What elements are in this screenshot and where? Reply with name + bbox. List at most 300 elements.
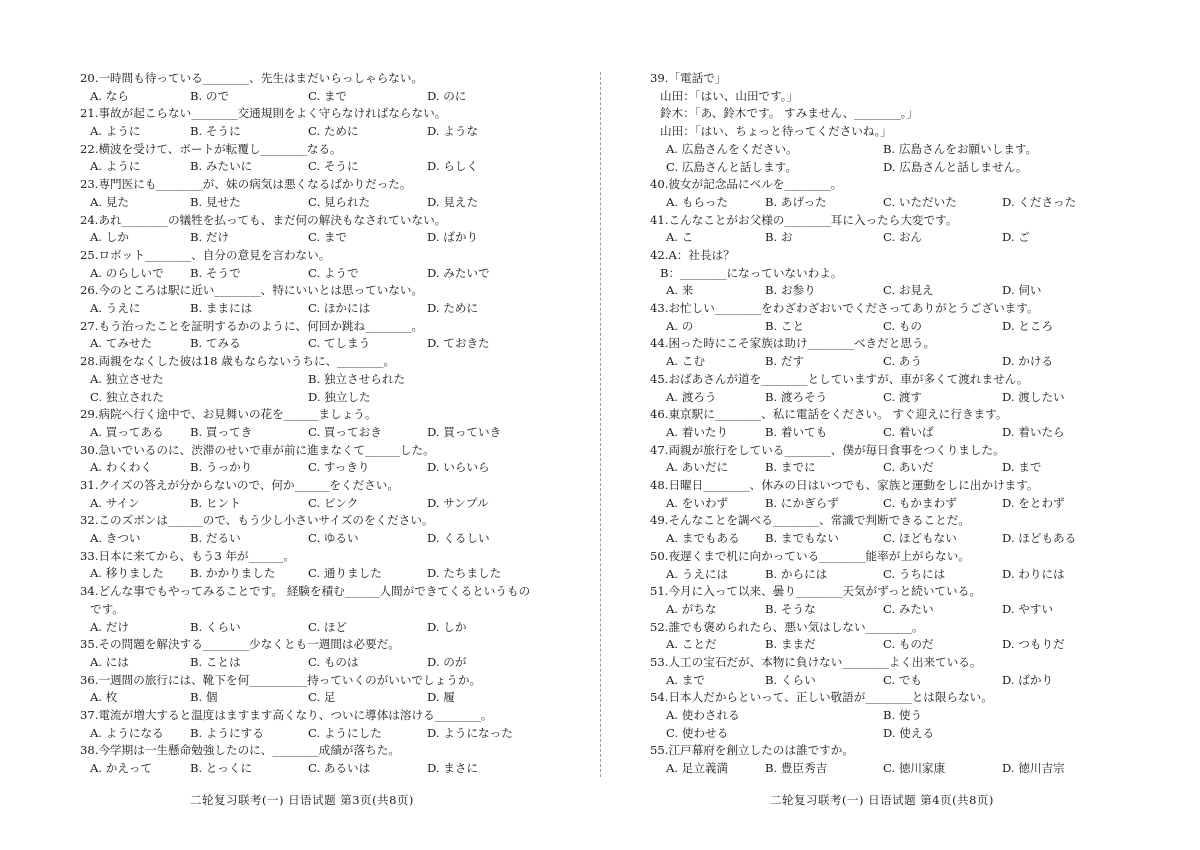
- answer-option: A. かえって: [90, 761, 153, 776]
- question-stem: [650, 512, 1100, 530]
- options-row: [80, 565, 550, 583]
- question-text: そんなことを調べる________、常識で判断できることだ。: [668, 513, 970, 528]
- question-text: こんなことがお父様の________耳に入ったら大変です。: [668, 212, 958, 227]
- options-row: [80, 158, 550, 176]
- options-row: [650, 530, 1100, 548]
- options-row: [650, 229, 1100, 247]
- question-number: 33.: [80, 548, 99, 563]
- answer-option: B. だるい: [190, 531, 241, 546]
- question-stem: [80, 141, 550, 159]
- options-row: [80, 424, 550, 442]
- question-item: [80, 583, 550, 636]
- answer-option: D. 履: [427, 690, 455, 705]
- question-stem: [80, 353, 550, 371]
- question-text: 事故が起こらない________交通規則をよく守らなければならない。: [98, 106, 447, 121]
- question-item: [650, 442, 1100, 477]
- question-text-continued: です。: [90, 601, 124, 616]
- options-row: [80, 371, 550, 389]
- answer-option: C. おん: [883, 230, 923, 245]
- question-item: [80, 512, 550, 547]
- question-text: 日本人だからといって、正しい敬語が________とは限らない。: [668, 690, 993, 705]
- question-item: [650, 619, 1100, 654]
- answer-option: A. 買ってある: [90, 424, 164, 439]
- question-stem: [80, 707, 550, 725]
- question-stem: [650, 583, 1100, 601]
- question-text: 今学期は一生懸命勉強したのに、________成績が落ちた。: [98, 743, 400, 758]
- options-row: [80, 459, 550, 477]
- question-text: お忙しい________をわざわざおいでくださってありがとうございます。: [668, 301, 1039, 316]
- answer-option: C. 徳川家康: [883, 761, 946, 776]
- question-stem: [80, 548, 550, 566]
- question-text: ロボット________、自分の意見を言わない。: [98, 247, 331, 262]
- answer-option: C. 独立された: [90, 389, 164, 404]
- answer-option: B. とっくに: [190, 761, 253, 776]
- answer-option: D. まで: [1002, 460, 1042, 475]
- question-stem: [80, 477, 550, 495]
- answer-option: A. 広島さんをください。: [666, 141, 798, 156]
- answer-option: A. 着いたり: [666, 424, 729, 439]
- question-stem: [650, 689, 1100, 707]
- question-stem: [650, 477, 1100, 495]
- answer-option: B. ヒント: [190, 495, 241, 510]
- question-stem: [650, 406, 1100, 424]
- question-item: [80, 548, 550, 583]
- answer-option: A. だけ: [90, 619, 129, 634]
- question-stem: [650, 442, 1100, 460]
- question-number: 52.: [650, 619, 669, 634]
- answer-option: A. 見た: [90, 194, 129, 209]
- answer-option: D. 使える: [883, 725, 935, 740]
- question-number: 47.: [650, 442, 669, 457]
- question-text: 一週間の旅行には、靴下を何__________持っていくのがいいでしょうか。: [98, 672, 482, 687]
- question-stem: [650, 619, 1100, 637]
- answer-option: A. わくわく: [90, 460, 153, 475]
- answer-option: B. てみる: [190, 336, 241, 351]
- dialogue-line: 山田：「はい、ちょっと待ってくださいね。」: [660, 124, 892, 139]
- answer-option: C. ピンク: [308, 495, 359, 510]
- answer-option: A. 来: [666, 283, 694, 298]
- options-row: [650, 194, 1100, 212]
- answer-option: B. ことは: [190, 654, 241, 669]
- answer-option: C. 買っておき: [308, 424, 382, 439]
- question-item: [650, 300, 1100, 335]
- question-number: 43.: [650, 301, 669, 316]
- answer-option: B. 個: [190, 690, 218, 705]
- page-footer-left: 二轮复习联考(一) 日语试题 第3页(共8页): [190, 793, 414, 807]
- answer-option: B. そうに: [190, 124, 241, 139]
- options-row: [80, 725, 550, 743]
- options-row: [80, 194, 550, 212]
- question-item: [80, 282, 550, 317]
- question-item: [80, 247, 550, 282]
- answer-option: A. 使わされる: [666, 708, 740, 723]
- column-divider: [600, 72, 601, 777]
- question-text: 今月に入って以来、曇り________天気がずっと続いている。: [668, 584, 981, 599]
- question-number: 42.: [650, 247, 669, 262]
- answer-option: D. たちました: [427, 566, 502, 581]
- question-item: [650, 335, 1100, 370]
- answer-option: B. 使う: [883, 708, 923, 723]
- answer-option: B. かかりました: [190, 566, 276, 581]
- question-item: [650, 212, 1100, 247]
- answer-option: D. 独立した: [308, 389, 371, 404]
- question-item: [80, 707, 550, 742]
- answer-option: D. わりには: [1002, 566, 1065, 581]
- answer-option: C. もかまわず: [883, 495, 957, 510]
- answer-option: A. 独立させた: [90, 371, 164, 386]
- answer-option: D. ばかり: [427, 230, 479, 245]
- answer-option: C. ようにした: [308, 725, 382, 740]
- question-stem: [80, 70, 550, 88]
- question-text: 彼女が記念品にベルを________。: [668, 177, 843, 192]
- question-item: [650, 477, 1100, 512]
- options-row: [650, 601, 1100, 619]
- question-text: 誰でも褒められたら、悪い気はしない________。: [668, 619, 924, 634]
- question-item: [650, 583, 1100, 618]
- options-row: [650, 353, 1100, 371]
- question-item: [650, 742, 1100, 777]
- answer-option: C. いただいた: [883, 194, 957, 209]
- question-text: 人工の宝石だが、本物に負けない________よく出来ている。: [668, 654, 982, 669]
- question-number: 28.: [80, 354, 99, 369]
- question-item: [650, 70, 1100, 176]
- answer-option: D. のが: [427, 654, 467, 669]
- question-number: 29.: [80, 407, 99, 422]
- question-text: 困った時にこそ家族は助け________べきだと思う。: [668, 336, 936, 351]
- answer-option: D. 着いたら: [1002, 424, 1065, 439]
- answer-option: C. ようで: [308, 265, 359, 280]
- question-text: 急いでいるのに、渋滞のせいで車が前に進まなくて______した。: [98, 442, 435, 457]
- answer-option: C. すっきり: [308, 460, 370, 475]
- answer-option: D. くるしい: [427, 531, 490, 546]
- question-stem: [80, 247, 550, 265]
- answer-option: B. ので: [190, 88, 230, 103]
- answer-option: C. 通りました: [308, 566, 382, 581]
- answer-option: A. まで: [666, 672, 705, 687]
- answer-option: C. お見え: [883, 283, 934, 298]
- options-row: [80, 265, 550, 283]
- answer-option: A. こむ: [666, 354, 705, 369]
- options-row: [80, 300, 550, 318]
- question-text: どんな事でもやってみることです。 経験を積む______人間ができてくるというもの: [98, 584, 531, 599]
- answer-option: B. お参り: [765, 283, 816, 298]
- options-row: [650, 141, 1100, 159]
- question-text: 横波を受けて、ボートが転覆し________なる。: [98, 141, 342, 156]
- options-row: [650, 760, 1100, 778]
- question-stem: [80, 176, 550, 194]
- answer-option: C. てしまう: [308, 336, 371, 351]
- answer-option: A. 足立義満: [666, 761, 729, 776]
- answer-option: D. 徳川吉宗: [1002, 761, 1065, 776]
- question-number: 50.: [650, 548, 669, 563]
- answer-option: D. サンプル: [427, 495, 489, 510]
- options-row: [650, 318, 1100, 336]
- question-text: 江戸幕府を創立したのは誰ですか。: [668, 743, 854, 758]
- question-text: その問題を解決する________少なくとも一週間は必要だ。: [98, 637, 400, 652]
- answer-option: A. きつい: [90, 531, 141, 546]
- answer-option: A. をいわず: [666, 495, 729, 510]
- answer-option: B. までに: [765, 460, 816, 475]
- question-number: 38.: [80, 743, 99, 758]
- question-number: 32.: [80, 513, 99, 528]
- dialogue-line: B：________になっていないわよ。: [660, 265, 843, 280]
- dialogue-line: 鈴木：「あ、鈴木です。 すみません、________。」: [660, 106, 919, 121]
- question-stem: [650, 742, 1100, 760]
- question-text: クイズの答えが分からないので、何か______をください。: [98, 477, 399, 492]
- question-number: 20.: [80, 71, 99, 85]
- answer-option: D. しか: [427, 619, 467, 634]
- question-stem: [650, 176, 1100, 194]
- answer-option: C. ほかには: [308, 301, 371, 316]
- answer-option: B. ままには: [190, 301, 253, 316]
- answer-option: B. あげった: [765, 194, 827, 209]
- question-item: [80, 105, 550, 140]
- question-number: 39.: [650, 71, 669, 85]
- answer-option: A. もらった: [666, 194, 729, 209]
- question-number: 51.: [650, 584, 669, 599]
- options-row: [80, 654, 550, 672]
- answer-option: B. うっかり: [190, 460, 253, 475]
- answer-option: B. お: [765, 230, 793, 245]
- dialogue-line: 山田：「はい、山田です。」: [660, 88, 799, 103]
- question-item: [80, 176, 550, 211]
- question-number: 53.: [650, 654, 669, 669]
- options-row: [80, 123, 550, 141]
- question-text: おばあさんが道を________としていますが、車が多くて渡れません。: [668, 371, 1029, 386]
- answer-option: B. 渡ろそう: [765, 389, 828, 404]
- question-number: 24.: [80, 212, 99, 227]
- question-item: [80, 406, 550, 441]
- question-stem: [650, 70, 1100, 88]
- answer-option: C. もの: [883, 318, 923, 333]
- answer-option: D. 渡したい: [1002, 389, 1065, 404]
- answer-option: B. ままだ: [765, 637, 816, 652]
- question-number: 26.: [80, 283, 99, 298]
- question-stem: [650, 654, 1100, 672]
- question-stem: [80, 318, 550, 336]
- answer-option: A. ように: [90, 159, 141, 174]
- options-row: [80, 88, 550, 106]
- question-item: [80, 353, 550, 406]
- right-question-column: [650, 70, 1100, 778]
- question-number: 48.: [650, 478, 669, 493]
- question-stem: [80, 212, 550, 230]
- answer-option: D. ほどもある: [1002, 531, 1077, 546]
- answer-option: C. そうに: [308, 159, 359, 174]
- answer-option: D. 見えた: [427, 194, 479, 209]
- question-item: [650, 512, 1100, 547]
- question-text: 夜遅くまで机に向かっている________能率が上がらない。: [668, 548, 970, 563]
- answer-option: D. のに: [427, 88, 467, 103]
- answer-option: B. 買ってき: [190, 424, 253, 439]
- question-text: もう治ったことを証明するかのように、何回か跳ね________。: [98, 318, 424, 333]
- question-text: A：社長は？: [668, 247, 735, 262]
- answer-option: A. うえに: [90, 301, 141, 316]
- question-stem: [80, 636, 550, 654]
- answer-option: A. には: [90, 654, 129, 669]
- question-number: 40.: [650, 177, 669, 192]
- options-row: [650, 459, 1100, 477]
- answer-option: B. くらい: [765, 672, 816, 687]
- options-row: [650, 636, 1100, 654]
- question-stem: [650, 300, 1100, 318]
- options-row: [80, 530, 550, 548]
- answer-option: C. うちには: [883, 566, 946, 581]
- answer-option: B. ようにする: [190, 725, 264, 740]
- question-stem: [650, 212, 1100, 230]
- question-item: [650, 371, 1100, 406]
- question-text: 一時間も待っている________、先生はまだいらっしゃらない。: [98, 71, 424, 85]
- question-text: 電流が増大すると温度はますます高くなり、ついに導体は溶ける________。: [98, 708, 493, 723]
- question-number: 25.: [80, 247, 99, 262]
- question-item: [80, 141, 550, 176]
- question-number: 21.: [80, 106, 99, 121]
- answer-option: D. ておきた: [427, 336, 490, 351]
- question-text: あれ________の犠牲を払っても、まだ何の解決もなされていない。: [98, 212, 447, 227]
- answer-option: D. ところ: [1002, 318, 1054, 333]
- answer-option: C. ほど: [308, 619, 348, 634]
- answer-option: B. そうで: [190, 265, 241, 280]
- answer-option: D. ようになった: [427, 725, 513, 740]
- question-stem: [80, 742, 550, 760]
- answer-option: D. ために: [427, 301, 479, 316]
- question-stem: [80, 442, 550, 460]
- answer-option: B. までもない: [765, 531, 839, 546]
- answer-option: D. やすい: [1002, 601, 1054, 616]
- answer-option: D. ご: [1002, 230, 1030, 245]
- answer-option: C. 着いば: [883, 424, 934, 439]
- options-row: [650, 389, 1100, 407]
- answer-option: C. ものは: [308, 654, 359, 669]
- answer-option: A. 渡ろう: [666, 389, 717, 404]
- answer-option: A. がちな: [666, 601, 717, 616]
- question-text: 東京駅に________、私に電話をください。 すぐ迎えに行きます。: [668, 407, 1008, 422]
- answer-option: A. ことだ: [666, 637, 717, 652]
- left-question-column: [80, 70, 550, 778]
- answer-option: C. でも: [883, 672, 923, 687]
- question-stem: [650, 247, 1100, 265]
- question-number: 30.: [80, 442, 99, 457]
- question-text: 「電話で」: [668, 71, 727, 85]
- answer-option: A. の: [666, 318, 694, 333]
- question-number: 35.: [80, 637, 99, 652]
- answer-option: A. サイン: [90, 495, 140, 510]
- options-row: [80, 689, 550, 707]
- answer-option: A. ように: [90, 124, 141, 139]
- options-row: [80, 619, 550, 637]
- question-number: 31.: [80, 477, 99, 492]
- options-row: [650, 495, 1100, 513]
- answer-option: B. 見せた: [190, 194, 241, 209]
- answer-option: C. ほどもない: [883, 531, 957, 546]
- question-text: 専門医にも________が、妹の病気は悪くなるばかりだった。: [98, 177, 412, 192]
- answer-option: A. のらしいで: [90, 265, 164, 280]
- options-row: [650, 725, 1100, 743]
- answer-option: B. みたいに: [190, 159, 253, 174]
- answer-option: A. 移りました: [90, 566, 164, 581]
- answer-option: B. こと: [765, 318, 805, 333]
- options-row: [80, 335, 550, 353]
- answer-option: B. だけ: [190, 230, 230, 245]
- answer-option: B. にかぎらず: [765, 495, 839, 510]
- question-item: [80, 742, 550, 777]
- answer-option: C. あいだ: [883, 460, 934, 475]
- question-text: 今のところは駅に近い________、特にいいとは思っていない。: [98, 283, 424, 298]
- options-row: [650, 566, 1100, 584]
- answer-option: B. だす: [765, 354, 805, 369]
- question-stem: [80, 282, 550, 300]
- question-text: 両親が旅行をしている________、僕が毎日食事をつくりました。: [668, 442, 1005, 457]
- answer-option: B. 豊臣秀吉: [765, 761, 828, 776]
- answer-option: D. つもりだ: [1002, 637, 1065, 652]
- answer-option: A. ようになる: [90, 725, 164, 740]
- answer-option: B. そうな: [765, 601, 816, 616]
- options-row: [80, 389, 550, 407]
- question-text: 両親をなくした彼は18 歳もならないうちに、________。: [98, 354, 396, 369]
- answer-option: B. 独立させられた: [308, 371, 406, 386]
- answer-option: D. ような: [427, 124, 479, 139]
- question-item: [80, 477, 550, 512]
- answer-option: A. てみせた: [90, 336, 153, 351]
- answer-option: D. くださった: [1002, 194, 1077, 209]
- question-stem: [80, 583, 550, 601]
- question-text: このズボンは______ので、もう少し小さいサイズのをください。: [98, 513, 434, 528]
- answer-option: D. いらいら: [427, 460, 490, 475]
- question-item: [650, 689, 1100, 742]
- answer-option: D. 買っていき: [427, 424, 502, 439]
- question-item: [650, 247, 1100, 300]
- answer-option: C. ゆるい: [308, 531, 359, 546]
- question-number: 23.: [80, 177, 99, 192]
- question-stem: [650, 371, 1100, 389]
- question-number: 22.: [80, 141, 99, 156]
- question-item: [80, 442, 550, 477]
- options-row: [80, 229, 550, 247]
- answer-option: A. しか: [90, 230, 129, 245]
- question-number: 49.: [650, 513, 669, 528]
- question-item: [80, 70, 550, 105]
- answer-option: D. まさに: [427, 761, 479, 776]
- question-number: 27.: [80, 318, 99, 333]
- question-item: [80, 318, 550, 353]
- answer-option: C. まで: [308, 88, 348, 103]
- answer-option: D. みたいで: [427, 265, 490, 280]
- question-stem: [80, 672, 550, 690]
- answer-option: A. 枚: [90, 690, 118, 705]
- answer-option: C. 広島さんと話します。: [666, 159, 797, 174]
- question-stem: [650, 548, 1100, 566]
- answer-option: A. なら: [90, 88, 129, 103]
- answer-option: A. うえには: [666, 566, 729, 581]
- answer-option: B. 広島さんをお願いします。: [883, 141, 1038, 156]
- answer-option: D. ばかり: [1002, 672, 1054, 687]
- answer-option: C. みたい: [883, 601, 934, 616]
- page-footer-right: 二轮复习联考(一) 日语试题 第4页(共8页): [770, 793, 994, 807]
- answer-option: C. あるいは: [308, 761, 371, 776]
- question-item: [80, 212, 550, 247]
- question-item: [650, 654, 1100, 689]
- answer-option: B. くらい: [190, 619, 241, 634]
- options-row: [650, 424, 1100, 442]
- question-number: 34.: [80, 584, 99, 599]
- options-row: [650, 282, 1100, 300]
- question-number: 41.: [650, 212, 669, 227]
- question-item: [650, 176, 1100, 211]
- answer-option: D. 広島さんと話しません。: [883, 159, 1028, 174]
- answer-option: A. こ: [666, 230, 694, 245]
- answer-option: C. 足: [308, 690, 336, 705]
- answer-option: C. 見られた: [308, 194, 371, 209]
